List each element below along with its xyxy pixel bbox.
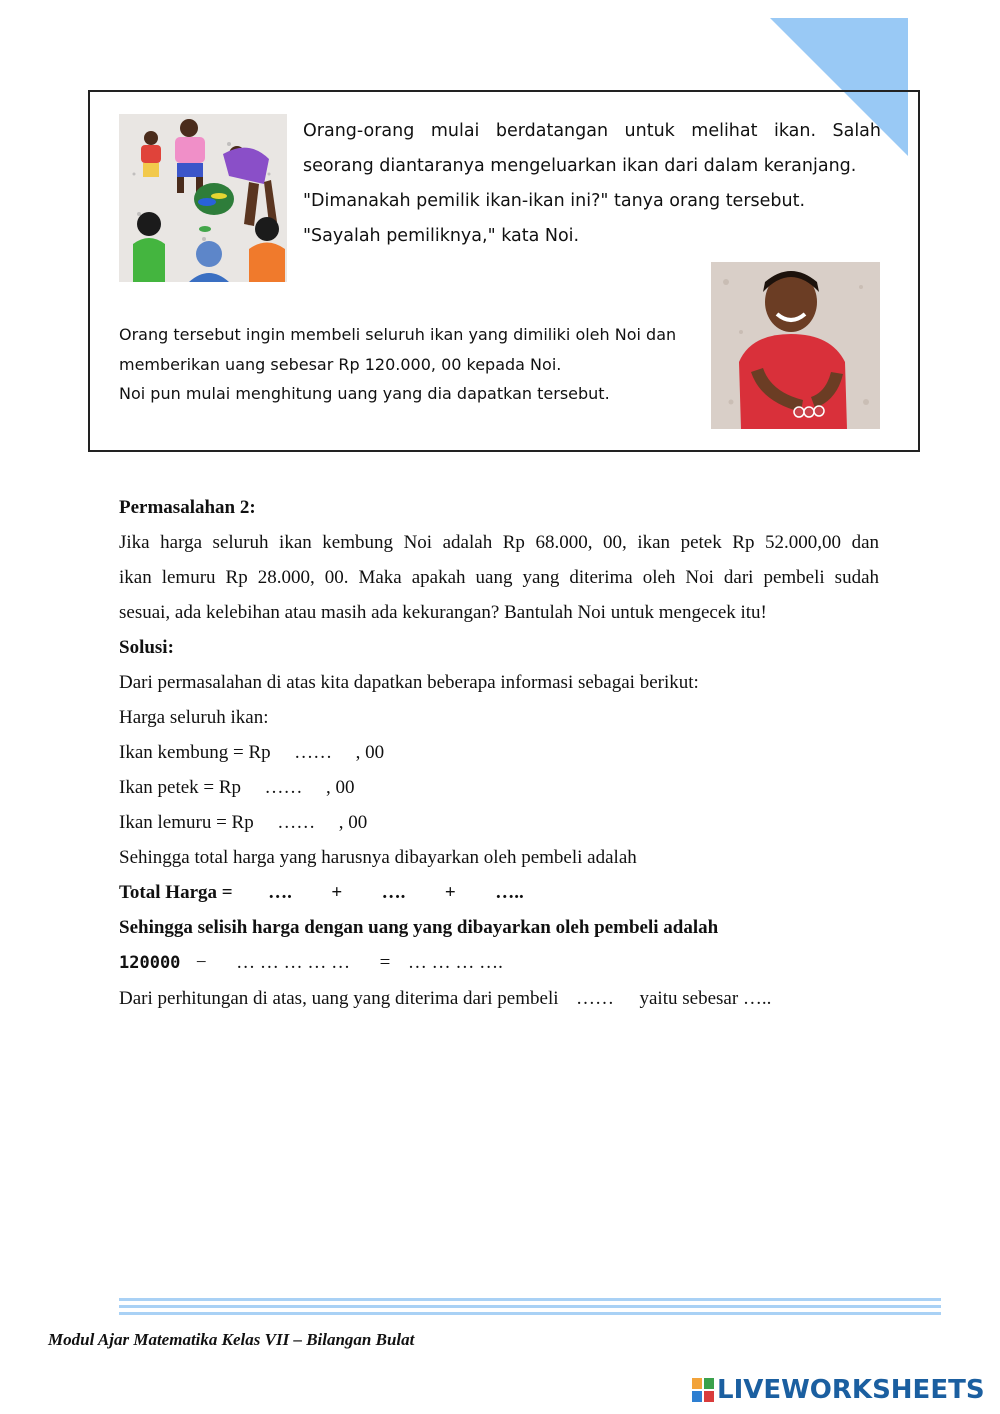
story-paragraph-2 [119,320,709,409]
story-line: Orang-orang mulai berdatangan untuk melihat ikan. Salah [303,121,881,141]
answer-blank[interactable]: ….. [742,988,772,1009]
footer-divider-lines [119,1297,941,1317]
solution-heading: Solusi: [119,637,174,658]
conclusion-text: yaitu sebesar [639,988,739,1009]
problem-heading: Permasalahan 2: [119,497,256,518]
answer-blank[interactable]: …… [576,988,614,1009]
price-label: Ikan lemuru = Rp [119,812,254,833]
story-line: Noi pun mulai menghitung uang yang dia dapatkan tersebut. [119,384,610,403]
total-harga-row [119,875,879,910]
plus-sign: + [331,882,343,903]
price-item-petek [119,770,879,805]
price-item-kembung [119,735,879,770]
price-suffix: , 00 [326,777,355,798]
difference-intro: Sehingga selisih harga dengan uang yang dibayarkan oleh pembeli adalah [119,917,719,938]
price-suffix: , 00 [355,742,385,763]
story-line: "Dimanakah pemilik ikan-ikan ini?" tanya orang tersebut. [303,191,806,211]
story-line: memberikan uang sebesar Rp 120.000, 00 kepada Noi. [119,354,562,374]
story-line: Orang tersebut ingin membeli seluruh ikan yang dimiliki oleh Noi dan [119,325,677,344]
plus-sign: + [444,882,456,903]
equation-number: 120000 [119,953,181,973]
answer-blank[interactable]: …… [277,812,316,833]
minus-sign: − [195,952,207,973]
footer-title: Modul Ajar Matematika Kelas VII – Bilangan Bulat [48,1330,415,1349]
liveworksheets-logo-icon [692,1378,714,1402]
answer-blank[interactable]: … … … … … [236,952,351,973]
price-label: Ikan petek = Rp [119,777,242,798]
problem-line: sesuai, ada kelebihan atau masih ada kekurangan? Bantulah Noi untuk mengecek itu! [119,602,767,623]
story-line: "Sayalah pemiliknya," kata Noi. [303,226,580,246]
problem-line: Jika harga seluruh ikan kembung Noi adalah Rp 68.000, 00, ikan petek Rp 52.000,00 dan [119,532,879,553]
answer-blank[interactable]: …. [381,882,406,903]
price-suffix: , 00 [338,812,368,833]
liveworksheets-brand [692,1374,985,1406]
noi-counting-coins-illustration [711,262,880,429]
conclusion-text: Dari perhitungan di atas, uang yang diterima dari pembeli [119,988,559,1009]
price-label: Ikan kembung = Rp [119,742,271,763]
problem-line: ikan lemuru Rp 28.000, 00. Maka apakah uang yang diterima oleh Noi dari pembeli sudah [119,567,879,588]
price-item-lemuru [119,805,879,840]
story-paragraph-1 [303,114,881,254]
story-line: seorang diantaranya mengeluarkan ikan dari dalam keranjang. [303,156,857,176]
total-label: Total Harga = [119,882,233,903]
solution-intro: Dari permasalahan di atas kita dapatkan beberapa informasi sebagai berikut: [119,672,699,693]
answer-blank[interactable]: … … … …. [407,952,503,973]
conclusion-row [119,981,879,1016]
price-heading: Harga seluruh ikan: [119,707,269,728]
answer-blank[interactable]: ….. [495,882,524,903]
equals-sign: = [379,952,391,973]
answer-blank[interactable]: …… [294,742,333,763]
crowd-fish-illustration [119,114,287,282]
answer-blank[interactable]: …… [264,777,303,798]
total-intro: Sehingga total harga yang harusnya dibayarkan oleh pembeli adalah [119,847,637,868]
brand-name: LIVEWORKSHEETS [717,1375,985,1405]
answer-blank[interactable]: …. [268,882,292,903]
worksheet-content [119,490,879,1016]
difference-equation [119,945,879,981]
